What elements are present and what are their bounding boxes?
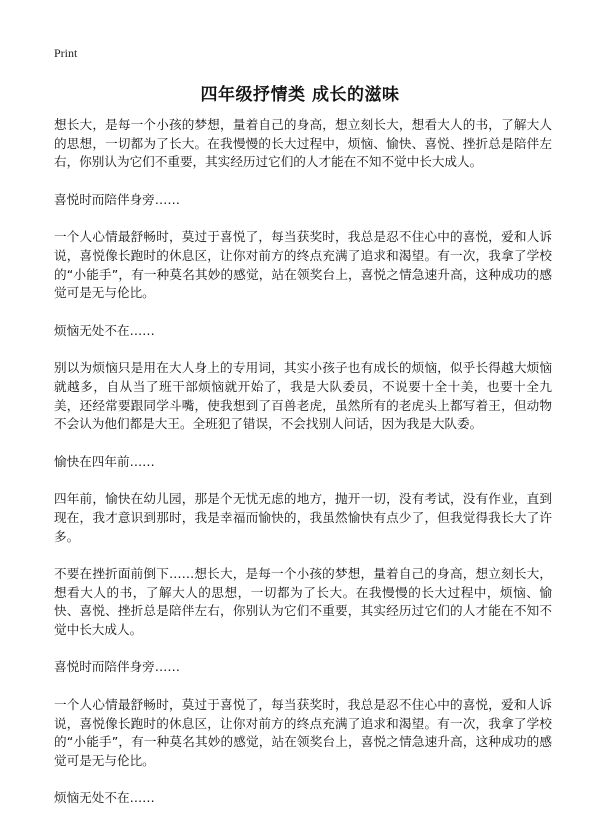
page-title: 四年级抒情类 成长的滋味 (200, 85, 400, 105)
section-heading-joy-repeat: 喜悦时而陪伴身旁…… (54, 659, 180, 675)
paragraph-joy: 一个人心情最舒畅时，莫过于喜悦了，每当获奖时，我总是忍不住心中的喜悦，爱和人诉说，喜悦像长跑时的休息区，让你对前方的终点充满了追求和渴望。有一次，我拿了学校的“小能手”，有一种莫名其妙的感觉，站在领奖台上，喜悦之情急速升高，这种成功的感觉可是无与伦比。 (54, 229, 552, 301)
paragraph-intro: 想长大，是每一个小孩的梦想，量着自己的身高，想立刻长大，想看大人的书，了解大人的思想，一切都为了长大。在我慢慢的长大过程中，烦恼、愉快、喜悦、挫折总是陪伴左右，你别认为它们不重要，其实经历过它们的人才能在不知不觉中长大成人。 (54, 117, 552, 170)
section-heading-worry: 烦恼无处不在…… (54, 322, 155, 338)
section-heading-happy: 愉快在四年前…… (54, 453, 155, 469)
paragraph-worry: 别以为烦恼只是用在大人身上的专用词，其实小孩子也有成长的烦恼，似乎长得越大烦恼就越多，自从当了班干部烦恼就开始了，我是大队委员，不说要十全十美，也要十全九美，还经常要跟同学斗嘴，使我想到了百兽老虎，虽然所有的老虎头上都写着王，但动物不会认为他们都是大王。全班犯了错误，不会找别人问话，因为我是大队委。 (54, 360, 552, 432)
print-link[interactable]: Print (54, 46, 78, 60)
paragraph-setback: 不要在挫折面前倒下……想长大，是每一个小孩的梦想，量着自己的身高，想立刻长大，想看大人的书，了解大人的思想，一切都为了长大。在我慢慢的长大过程中，烦恼、愉快、喜悦、挫折总是陪伴左右，你别认为它们不重要，其实经历过它们的人才能在不知不觉中长大成人。 (54, 566, 552, 637)
article-body (54, 116, 552, 827)
paragraph-happy: 四年前，愉快在幼儿园，那是个无忧无虑的地方，抛开一切，没有考试，没有作业，直到现在，我才意识到那时，我是幸福而愉快的，我虽然愉快有点少了，但我觉得我长大了许多。 (54, 491, 552, 544)
section-heading-worry-repeat: 烦恼无处不在…… (54, 790, 155, 806)
section-heading-joy: 喜悦时而陪伴身旁…… (54, 191, 180, 207)
paragraph-joy-repeat: 一个人心情最舒畅时，莫过于喜悦了，每当获奖时，我总是忍不住心中的喜悦，爱和人诉说，喜悦像长跑时的休息区，让你对前方的终点充满了追求和渴望。有一次，我拿了学校的“小能手”，有一种莫名其妙的感觉，站在领奖台上，喜悦之情急速升高，这种成功的感觉可是无与伦比。 (54, 697, 552, 768)
